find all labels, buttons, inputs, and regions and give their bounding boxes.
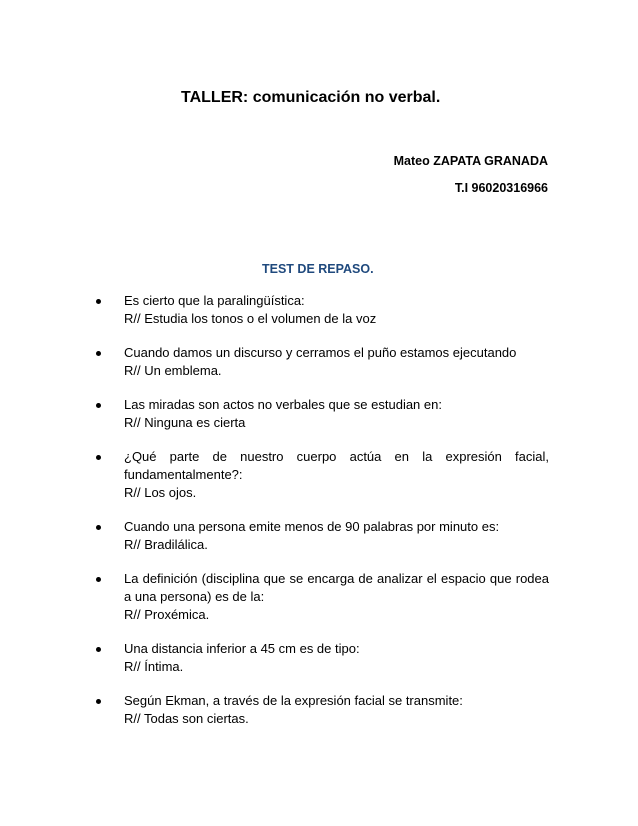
bullet-icon (96, 699, 101, 704)
list-item (96, 292, 549, 328)
answer-text: R// Proxémica. (124, 607, 210, 622)
answer-text: R// Un emblema. (124, 363, 222, 378)
bullet-icon (96, 525, 101, 530)
question-text: Según Ekman, a través de la expresión facial se transmite: (124, 693, 463, 708)
answer-text: R// Estudia los tonos o el volumen de la voz (124, 311, 377, 326)
bullet-icon (96, 647, 101, 652)
list-item (96, 448, 549, 502)
list-item (96, 570, 549, 624)
question-text: Cuando una persona emite menos de 90 palabras por minuto es: (124, 519, 500, 534)
question-text: Una distancia inferior a 45 cm es de tipo: (124, 641, 360, 656)
list-item (96, 344, 549, 380)
bullet-icon (96, 577, 101, 582)
document-title: TALLER: comunicación no verbal. (181, 89, 441, 106)
bullet-icon (96, 455, 101, 460)
question-text: Las miradas son actos no verbales que se estudian en: (124, 397, 442, 412)
list-item (96, 518, 549, 554)
author-block (394, 152, 548, 197)
author-name: Mateo ZAPATA GRANADA (393, 154, 548, 168)
list-item (96, 396, 549, 432)
list-item (96, 640, 549, 676)
question-text: ¿Qué parte de nuestro cuerpo actúa en la expresión facial, fundamentalmente?: (124, 449, 549, 482)
question-text: Cuando damos un discurso y cerramos el puño estamos ejecutando (124, 345, 517, 360)
question-text: Es cierto que la paralingüística: (124, 293, 305, 308)
author-id: T.I 96020316966 (454, 181, 548, 195)
list-item (96, 692, 549, 728)
bullet-icon (96, 299, 101, 304)
answer-text: R// Todas son ciertas. (124, 711, 249, 726)
bullet-icon (96, 351, 101, 356)
answer-text: R// Bradilálica. (124, 537, 208, 552)
question-text: La definición (disciplina que se encarga de analizar el espacio que rodea a una persona) es de la: (124, 571, 549, 604)
bullet-icon (96, 403, 101, 408)
answer-text: R// Íntima. (124, 659, 184, 674)
test-subtitle: TEST DE REPASO. (262, 262, 374, 276)
question-list (96, 292, 549, 744)
answer-text: R// Ninguna es cierta (124, 415, 246, 430)
answer-text: R// Los ojos. (124, 485, 197, 500)
